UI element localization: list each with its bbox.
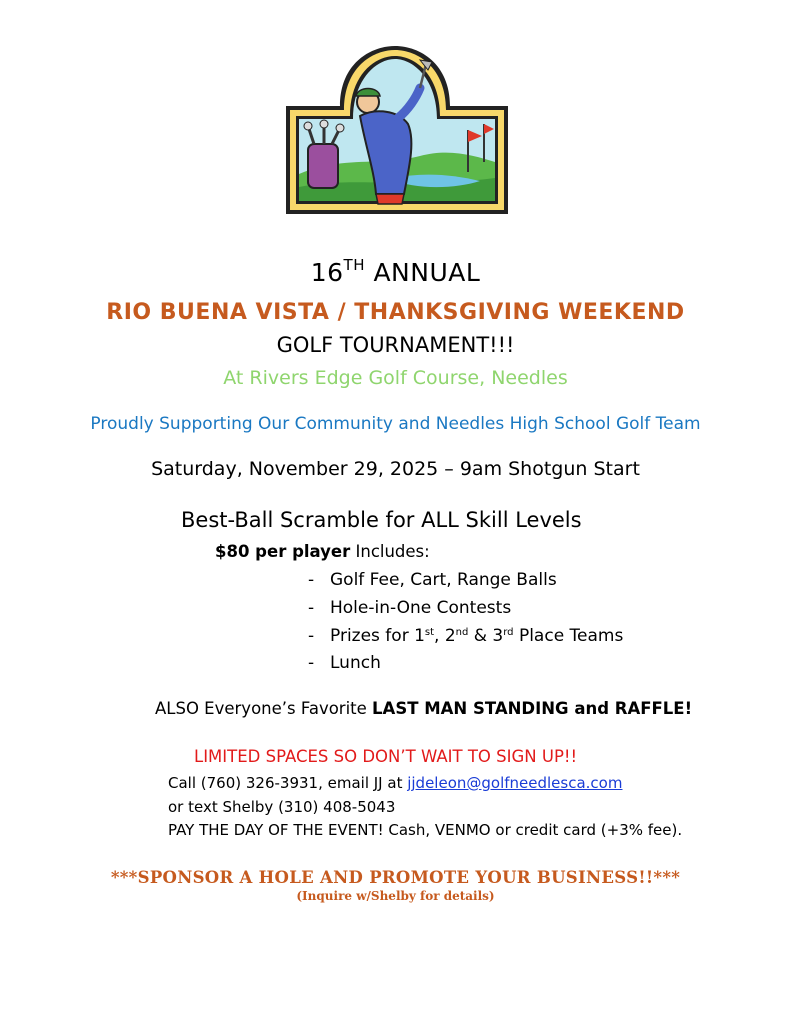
prizes-text: Place Teams <box>513 626 624 646</box>
format-title: Best-Ball Scramble for ALL Skill Levels <box>181 508 582 532</box>
prizes-text: & 3 <box>468 626 504 646</box>
email-link[interactable]: jjdeleon@golfneedlesca.com <box>407 774 623 792</box>
tournament-title: GOLF TOURNAMENT!!! <box>276 333 515 357</box>
also-prefix: ALSO Everyone’s Favorite <box>155 699 373 718</box>
payment-line: PAY THE DAY OF THE EVENT! Cash, VENMO or credit card (+3% fee). <box>168 821 683 839</box>
price-amount: $80 per player <box>215 542 351 561</box>
also-line <box>155 699 692 718</box>
sponsor-inquire: (Inquire w/Shelby for details) <box>296 889 495 903</box>
anniversary-suffix: TH <box>343 256 365 274</box>
limited-spaces-notice: LIMITED SPACES SO DON’T WAIT TO SIGN UP!! <box>194 747 578 766</box>
ordinal-suffix: st <box>424 627 435 638</box>
supporting-line: Proudly Supporting Our Community and Needles High School Golf Team <box>90 414 701 434</box>
price-line <box>215 542 430 561</box>
anniversary-heading <box>0 258 791 287</box>
prizes-text: Prizes for 1 <box>330 626 425 646</box>
ordinal-suffix: nd <box>455 627 469 638</box>
venue-line: At Rivers Edge Golf Course, Needles <box>223 367 568 389</box>
event-name: RIO BUENA VISTA / THANKSGIVING WEEKEND <box>106 300 685 325</box>
contact-call-line <box>168 774 622 792</box>
anniversary-number: 16 <box>310 258 344 287</box>
prizes-text: , 2 <box>434 626 456 646</box>
contact-call-text: Call (760) 326-3931, email JJ at <box>168 774 408 792</box>
golfer-clipart-icon <box>280 44 512 216</box>
list-item: - Prizes for 1st, 2nd & 3rd Place Teams <box>308 626 624 646</box>
ordinal-suffix: rd <box>503 627 514 638</box>
anniversary-word: ANNUAL <box>373 258 481 287</box>
sponsor-headline: ***SPONSOR A HOLE AND PROMOTE YOUR BUSINESS!!*** <box>110 868 681 887</box>
contact-text-line: or text Shelby (310) 408-5043 <box>168 798 396 816</box>
list-item-text: Lunch <box>330 653 381 673</box>
list-item: - Lunch <box>308 653 381 673</box>
date-line: Saturday, November 29, 2025 – 9am Shotgun Start <box>151 458 640 480</box>
list-item: - Golf Fee, Cart, Range Balls <box>308 570 557 590</box>
price-includes: Includes: <box>350 542 430 561</box>
list-item: - Hole-in-One Contests <box>308 598 512 618</box>
list-item-text: Golf Fee, Cart, Range Balls <box>330 570 557 590</box>
list-item-text: Hole-in-One Contests <box>330 598 512 618</box>
also-highlight: LAST MAN STANDING and RAFFLE! <box>372 699 693 718</box>
